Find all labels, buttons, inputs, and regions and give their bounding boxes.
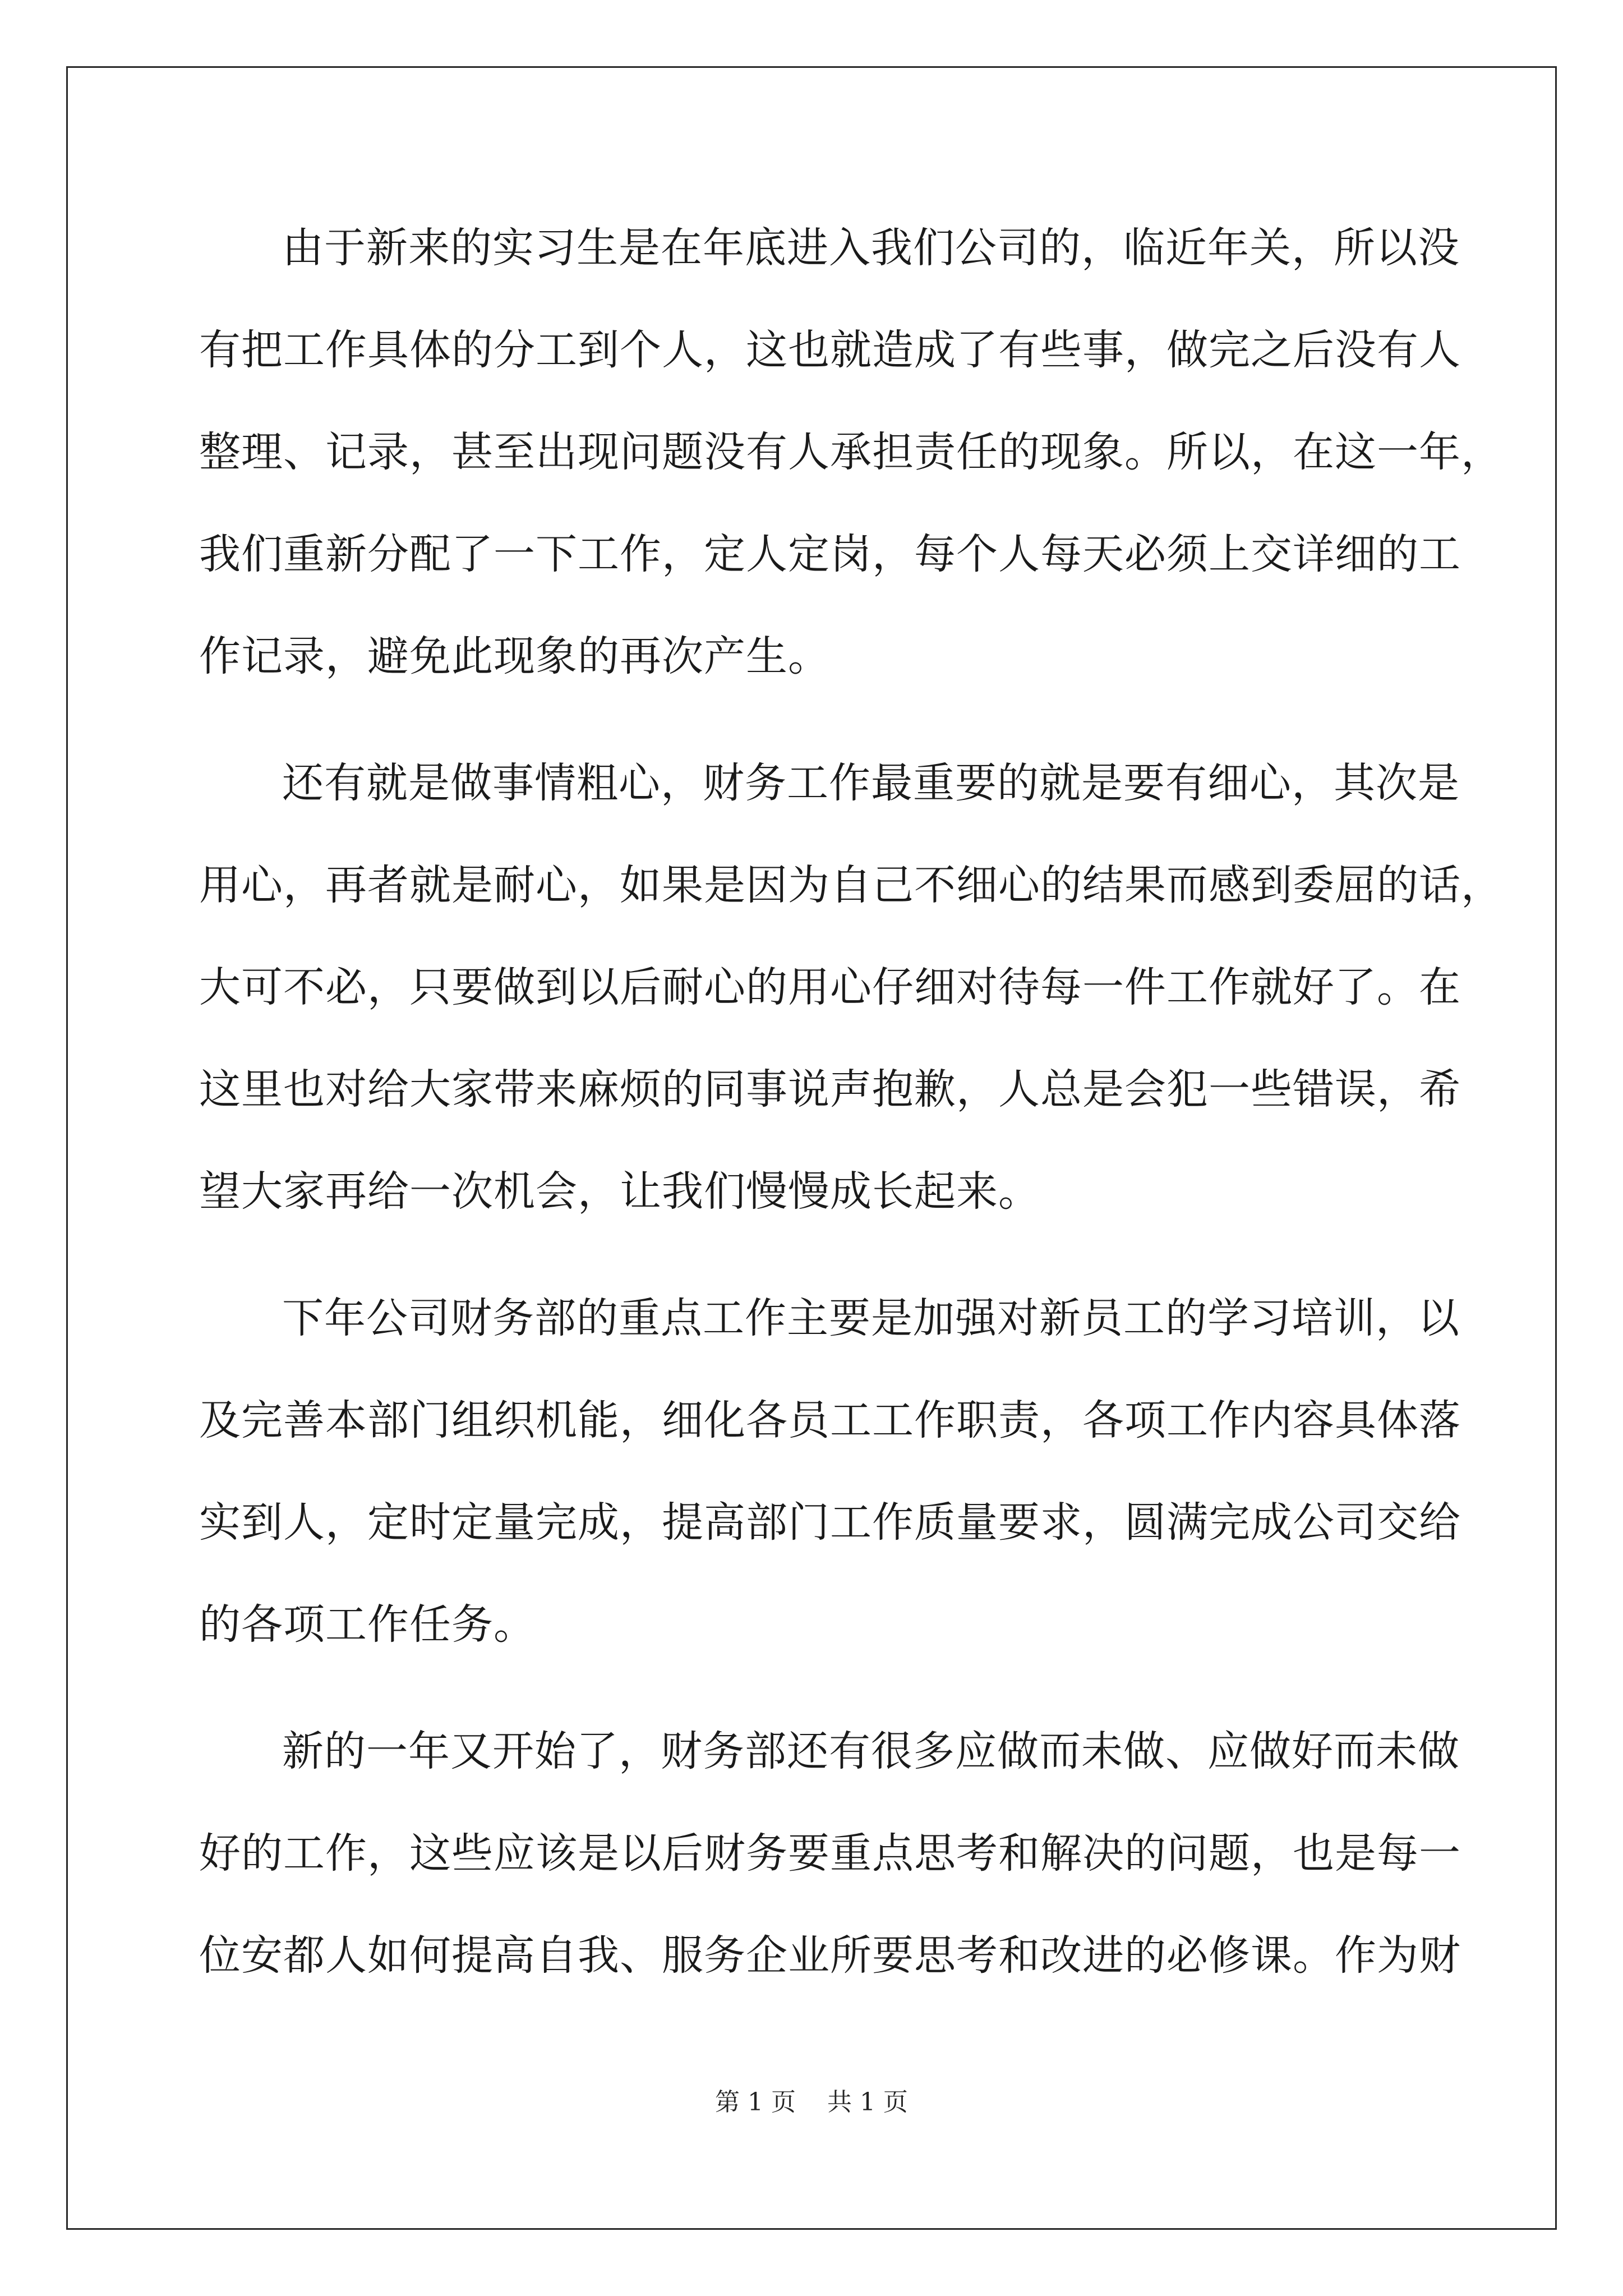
text-line: 由于新来的实习生是在年底进入我们公司的，临近年关，所以没 xyxy=(282,224,1460,272)
text-line: 我们重新分配了一下工作，定人定岗，每个人每天必须上交详细的工 xyxy=(199,530,1461,578)
text-line: 好的工作，这些应该是以后财务要重点思考和解决的问题，也是每一 xyxy=(199,1829,1461,1878)
text-line: 作记录，避免此现象的再次产生。 xyxy=(199,632,830,680)
text-line: 还有就是做事情粗心，财务工作最重要的就是要有细心，其次是 xyxy=(282,759,1460,807)
text-line: 大可不必，只要做到以后耐心的用心仔细对待每一件工作就好了。在 xyxy=(199,963,1461,1011)
text-line: 这里也对给大家带来麻烦的同事说声抱歉，人总是会犯一些错误，希 xyxy=(199,1065,1461,1114)
page-border xyxy=(66,66,1557,2230)
text-line: 整理、记录，甚至出现问题没有人承担责任的现象。所以，在这一年， xyxy=(199,428,1503,476)
text-line: 及完善本部门组织机能，细化各员工工作职责，各项工作内容具体落 xyxy=(199,1396,1461,1444)
text-line: 望大家再给一次机会，让我们慢慢成长起来。 xyxy=(199,1167,1040,1216)
page-number-footer: 第 1 页 共 1 页 xyxy=(715,2088,908,2116)
text-line: 实到人，定时定量完成，提高部门工作质量要求，圆满完成公司交给 xyxy=(199,1498,1461,1547)
text-line: 用心，再者就是耐心，如果是因为自己不细心的结果而感到委屈的话， xyxy=(199,861,1503,909)
text-line: 位安都人如何提高自我、服务企业所要思考和改进的必修课。作为财 xyxy=(199,1931,1461,1980)
text-line: 的各项工作任务。 xyxy=(199,1600,536,1649)
text-line: 新的一年又开始了，财务部还有很多应做而未做、应做好而未做 xyxy=(282,1727,1460,1775)
text-line: 有把工作具体的分工到个人，这也就造成了有些事，做完之后没有人 xyxy=(199,326,1461,374)
text-line: 下年公司财务部的重点工作主要是加强对新员工的学习培训，以 xyxy=(282,1294,1460,1342)
